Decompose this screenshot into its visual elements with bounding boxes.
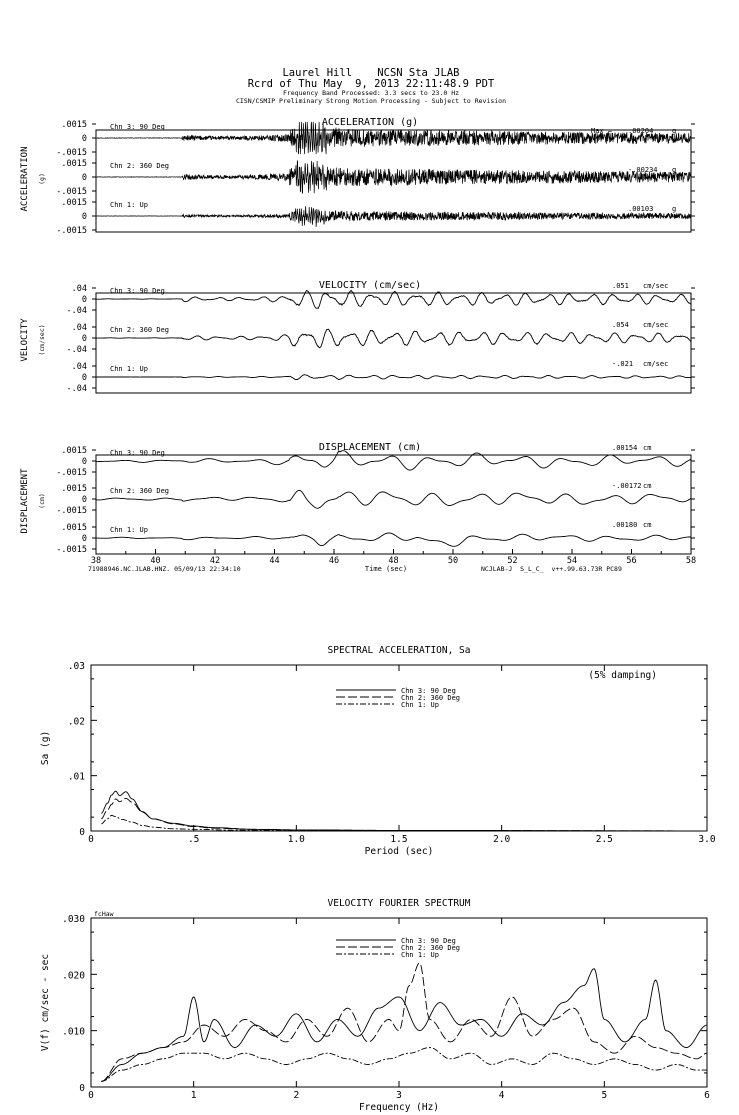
time-series-panels (20, 117, 696, 573)
panel-y-unit: (g) (38, 173, 46, 185)
x-tick-label: 6 (704, 1090, 710, 1101)
channel-label: Chn 3: 90 Deg (110, 123, 165, 131)
trace-vel (96, 375, 691, 380)
y-tick-label: .0015 (61, 198, 87, 208)
y-tick-label: 0 (81, 457, 87, 467)
max-value: .054 (612, 321, 629, 329)
x-tick-label: 1 (190, 1090, 197, 1101)
x-tick-label: 56 (626, 556, 637, 566)
station-title: Laurel Hill NCSN Sta JLAB (282, 67, 460, 79)
x-tick-label: 5 (601, 1090, 608, 1101)
frequency-band: Frequency Band Processed: 3.3 secs to 23.0 Hz (282, 89, 460, 97)
y-tick-label: -.04 (66, 345, 87, 355)
channel-label: Chn 2: 360 Deg (110, 326, 170, 334)
y-tick-label: .010 (62, 1026, 85, 1038)
series-line (101, 969, 707, 1082)
unit-label: cm/sec (643, 360, 669, 368)
x-tick-label: .5 (187, 834, 200, 845)
legend-entry: Chn 2: 360 Deg (401, 944, 461, 952)
y-tick-label: -.04 (66, 384, 87, 394)
max-value: -.021 (612, 360, 634, 368)
channel-label: Chn 3: 90 Deg (110, 449, 165, 457)
x-tick-label: 2.5 (595, 834, 613, 845)
y-tick-label: 0 (81, 295, 87, 305)
trace-dis (96, 533, 691, 546)
y-tick-label: 0 (79, 1083, 85, 1094)
damping-note: (5% damping) (588, 670, 657, 681)
panel-y-label: VELOCITY (20, 318, 30, 362)
y-tick-label: -.0015 (56, 468, 87, 478)
max-value: .00103 (628, 205, 654, 213)
series-line (101, 791, 707, 831)
x-tick-label: 50 (447, 556, 459, 566)
panel-vel (20, 280, 695, 394)
channel-label: Chn 1: Up (110, 365, 148, 373)
unit-label: g (672, 205, 677, 213)
y-tick-label: -.0015 (56, 506, 87, 516)
unit-label: cm (643, 521, 652, 529)
max-value: .051 (612, 282, 629, 290)
y-tick-label: .0015 (61, 484, 87, 494)
x-tick-label: 54 (566, 556, 578, 566)
max-label: Max = (591, 127, 613, 135)
y-tick-label: -.0015 (56, 148, 87, 158)
record-time: Rcrd of Thu May 9, 2013 22:11:48.9 PDT (247, 78, 495, 90)
legend-entry: Chn 2: 360 Deg (401, 694, 461, 702)
panel-y-unit: (cm/sec) (38, 324, 46, 356)
x-tick-label: 3.0 (698, 834, 716, 845)
max-value: .00154 (612, 444, 638, 452)
panel-y-label: DISPLACEMENT (20, 468, 30, 534)
x-tick-label: 2.0 (493, 834, 511, 845)
y-tick-label: .01 (67, 771, 85, 783)
x-tick-label: 0 (88, 1090, 94, 1101)
panel-dis (20, 442, 696, 573)
legend-entry: Chn 1: Up (401, 701, 439, 709)
unit-label: cm/sec (643, 321, 669, 329)
y-tick-label: 0 (81, 334, 87, 344)
max-value: -.00234 (628, 166, 658, 174)
chart-title: SPECTRAL ACCELERATION, Sa (327, 645, 471, 656)
panel-title: VELOCITY (cm/sec) (318, 280, 422, 291)
y-axis-label: V(f) cm/sec - sec (40, 953, 51, 1052)
y-tick-label: .04 (71, 362, 87, 372)
max-value: .00180 (612, 521, 638, 529)
y-tick-label: 0 (81, 173, 87, 183)
panel-y-unit: (cm) (38, 493, 46, 509)
plot-frame (91, 918, 707, 1087)
y-tick-label: .0015 (61, 446, 87, 456)
x-axis-label: Frequency (Hz) (358, 1102, 440, 1113)
x-tick-label: 1.0 (287, 834, 305, 845)
x-tick-label: 58 (685, 556, 697, 566)
y-tick-label: .0015 (61, 120, 87, 130)
channel-label: Chn 1: Up (110, 526, 148, 534)
series-line (101, 963, 707, 1081)
footer-record-id: 71988946.NC.JLAB.HNZ. 05/09/13 22:34:10 (88, 565, 241, 573)
x-tick-label: 40 (150, 556, 161, 566)
plot-frame (91, 665, 707, 831)
panel-acc (20, 117, 695, 236)
series-line (101, 816, 707, 831)
y-tick-label: .020 (62, 970, 85, 982)
legend-entry: Chn 3: 90 Deg (401, 937, 456, 945)
chart-title: VELOCITY FOURIER SPECTRUM (327, 898, 471, 909)
x-tick-label: 1.5 (390, 834, 408, 845)
x-axis-label: Time (sec) (364, 565, 408, 573)
y-tick-label: 0 (79, 827, 85, 838)
panel-title: ACCELERATION (g) (321, 117, 419, 128)
fourier-spectrum-chart (40, 898, 710, 1113)
x-tick-label: 42 (209, 556, 221, 566)
y-tick-label: .04 (71, 323, 87, 333)
plot-tag: fcHaw (94, 910, 114, 918)
unit-label: g (672, 127, 677, 135)
y-axis-label: Sa (g) (40, 730, 51, 766)
y-tick-label: .04 (71, 284, 87, 294)
processing-note: CISN/CSMIP Preliminary Strong Motion Processing - Subject to Revision (235, 97, 507, 105)
max-value: .00204 (628, 127, 654, 135)
y-tick-label: 0 (81, 212, 87, 222)
y-tick-label: -.04 (66, 306, 87, 316)
trace-dis (96, 451, 691, 470)
y-tick-label: 0 (81, 534, 87, 544)
x-tick-label: 3 (396, 1090, 402, 1101)
y-tick-label: .02 (67, 716, 85, 728)
spectral-acceleration-chart (40, 645, 716, 857)
x-tick-label: 4 (498, 1090, 505, 1101)
y-tick-label: .03 (67, 661, 85, 672)
unit-label: cm (643, 482, 652, 490)
y-tick-label: 0 (81, 134, 87, 144)
y-tick-label: -.0015 (56, 226, 87, 236)
x-axis-label: Period (sec) (364, 846, 434, 857)
y-tick-label: 0 (81, 373, 87, 383)
x-tick-label: 52 (507, 556, 518, 566)
x-tick-label: 48 (388, 556, 399, 566)
trace-vel (96, 329, 691, 348)
y-tick-label: .0015 (61, 159, 87, 169)
channel-label: Chn 1: Up (110, 201, 148, 209)
y-tick-label: -.0015 (56, 187, 87, 197)
panel-y-label: ACCELERATION (20, 146, 30, 212)
trace-acc (96, 206, 691, 227)
footer-processing-id: NCJLAB-J S_L_C_ v++.99.63.73R PC89 (481, 565, 622, 573)
unit-label: cm/sec (643, 282, 669, 290)
unit-label: g (672, 166, 677, 174)
y-tick-label: -.0015 (56, 545, 87, 555)
x-tick-label: 2 (293, 1090, 300, 1101)
x-tick-label: 0 (88, 834, 94, 845)
channel-label: Chn 2: 360 Deg (110, 162, 170, 170)
x-tick-label: 38 (90, 556, 102, 566)
legend-entry: Chn 1: Up (401, 951, 439, 959)
x-tick-label: 46 (328, 556, 340, 566)
x-tick-label: 44 (269, 556, 280, 566)
trace-acc (96, 161, 691, 193)
legend-entry: Chn 3: 90 Deg (401, 687, 456, 695)
y-tick-label: .0015 (61, 523, 87, 533)
y-tick-label: 0 (81, 495, 87, 505)
channel-label: Chn 3: 90 Deg (110, 287, 165, 295)
trace-dis (96, 490, 691, 508)
max-value: -.00172 (612, 482, 642, 490)
channel-label: Chn 2: 360 Deg (110, 487, 170, 495)
panel-title: DISPLACEMENT (cm) (318, 442, 422, 453)
y-tick-label: .030 (62, 914, 85, 925)
unit-label: cm (643, 444, 652, 452)
